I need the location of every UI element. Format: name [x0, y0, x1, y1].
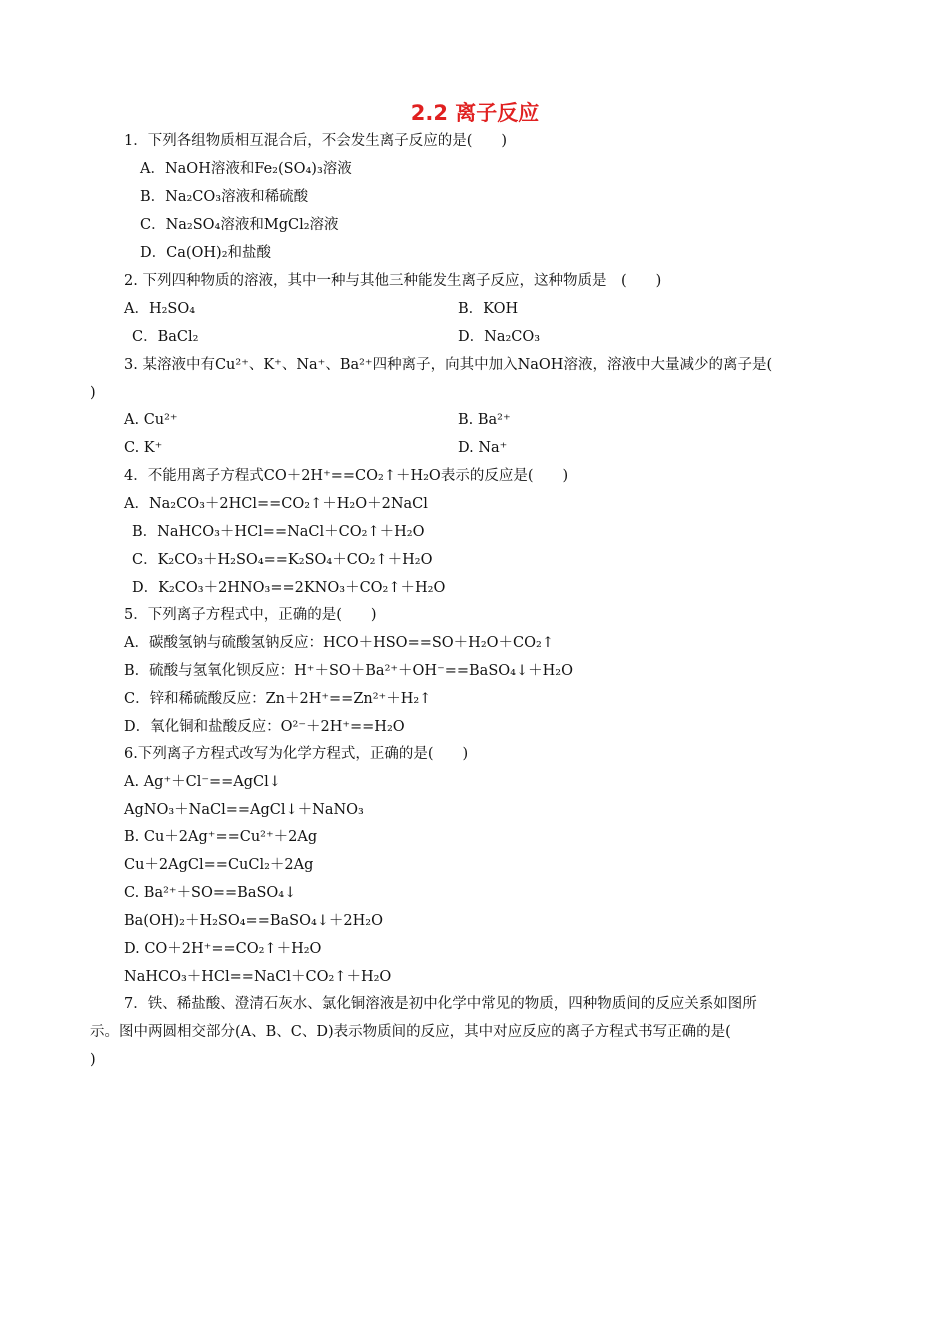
q6-stem: 6.下列离子方程式改写为化学方程式，正确的是( ): [124, 746, 469, 762]
q4-option-b: B．NaHCO₃＋HCl==NaCl＋CO₂↑＋H₂O: [132, 524, 425, 540]
q7-stem-line2: 示。图中两圆相交部分(A、B、C、D)表示物质间的反应，其中对应反应的离子方程式书写正确的是(: [90, 1024, 731, 1040]
q7-stem-line3: ): [90, 1052, 96, 1068]
q4-option-d: D．K₂CO₃＋2HNO₃==2KNO₃＋CO₂↑＋H₂O: [132, 580, 446, 596]
q2-option-a: A．H₂SO₄: [124, 301, 196, 317]
q1-option-d: D．Ca(OH)₂和盐酸: [140, 245, 272, 261]
q4-option-c: C．K₂CO₃＋H₂SO₄==K₂SO₄＋CO₂↑＋H₂O: [132, 552, 433, 568]
q1-option-a: A．NaOH溶液和Fe₂(SO₄)₃溶液: [140, 161, 352, 177]
q2-stem: 2. 下列四种物质的溶液，其中一种与其他三种能发生离子反应，这种物质是 ( ): [124, 273, 662, 289]
q6-option-a-chemical: AgNO₃＋NaCl==AgCl↓＋NaNO₃: [124, 802, 364, 818]
q6-option-d-chemical: NaHCO₃＋HCl==NaCl＋CO₂↑＋H₂O: [124, 969, 392, 985]
q3-option-d: D. Na⁺: [458, 440, 508, 456]
q3-option-a: A. Cu²⁺: [124, 412, 178, 428]
q6-option-b-chemical: Cu＋2AgCl==CuCl₂＋2Ag: [124, 857, 314, 873]
q2-option-b: B．KOH: [458, 301, 519, 317]
q1-option-c: C．Na₂SO₄溶液和MgCl₂溶液: [140, 217, 339, 233]
q6-option-d-ionic: D. CO＋2H⁺==CO₂↑＋H₂O: [124, 941, 322, 957]
q1-option-b: B．Na₂CO₃溶液和稀硫酸: [140, 189, 309, 205]
q5-option-b: B．硫酸与氢氧化钡反应：H⁺＋SO＋Ba²⁺＋OH⁻==BaSO₄↓＋H₂O: [124, 663, 573, 679]
q4-stem: 4．不能用离子方程式CO＋2H⁺==CO₂↑＋H₂O表示的反应是( ): [124, 468, 569, 484]
q3-option-c: C. K⁺: [124, 440, 163, 456]
q5-option-a: A．碳酸氢钠与硫酸氢钠反应：HCO＋HSO==SO＋H₂O＋CO₂↑: [124, 635, 554, 651]
q3-stem: 3. 某溶液中有Cu²⁺、K⁺、Na⁺、Ba²⁺四种离子，向其中加入NaOH溶液，溶液中大量减少的离子是(: [124, 357, 773, 373]
q3-option-b: B. Ba²⁺: [458, 412, 511, 428]
q6-option-a-ionic: A. Ag⁺＋Cl⁻==AgCl↓: [124, 774, 281, 790]
q2-option-d: D．Na₂CO₃: [458, 329, 541, 345]
q3-stem-end: ): [90, 385, 96, 401]
q6-option-c-ionic: C. Ba²⁺＋SO==BaSO₄↓: [124, 885, 297, 901]
page-title: 2.2 离子反应: [410, 101, 540, 125]
q6-option-b-ionic: B. Cu＋2Ag⁺==Cu²⁺＋2Ag: [124, 829, 318, 845]
q7-stem-line1: 7．铁、稀盐酸、澄清石灰水、氯化铜溶液是初中化学中常见的物质，四种物质间的反应关系如图所: [124, 996, 757, 1012]
q4-option-a: A．Na₂CO₃＋2HCl==CO₂↑＋H₂O＋2NaCl: [124, 496, 428, 512]
q2-option-c: C．BaCl₂: [132, 329, 199, 345]
q5-stem: 5．下列离子方程式中，正确的是( ): [124, 607, 377, 623]
q6-option-c-chemical: Ba(OH)₂＋H₂SO₄==BaSO₄↓＋2H₂O: [124, 913, 384, 929]
q5-option-c: C．锌和稀硫酸反应：Zn＋2H⁺==Zn²⁺＋H₂↑: [124, 691, 432, 707]
q5-option-d: D．氧化铜和盐酸反应：O²⁻＋2H⁺==H₂O: [124, 719, 405, 735]
q1-stem: 1．下列各组物质相互混合后，不会发生离子反应的是( ): [124, 133, 508, 149]
